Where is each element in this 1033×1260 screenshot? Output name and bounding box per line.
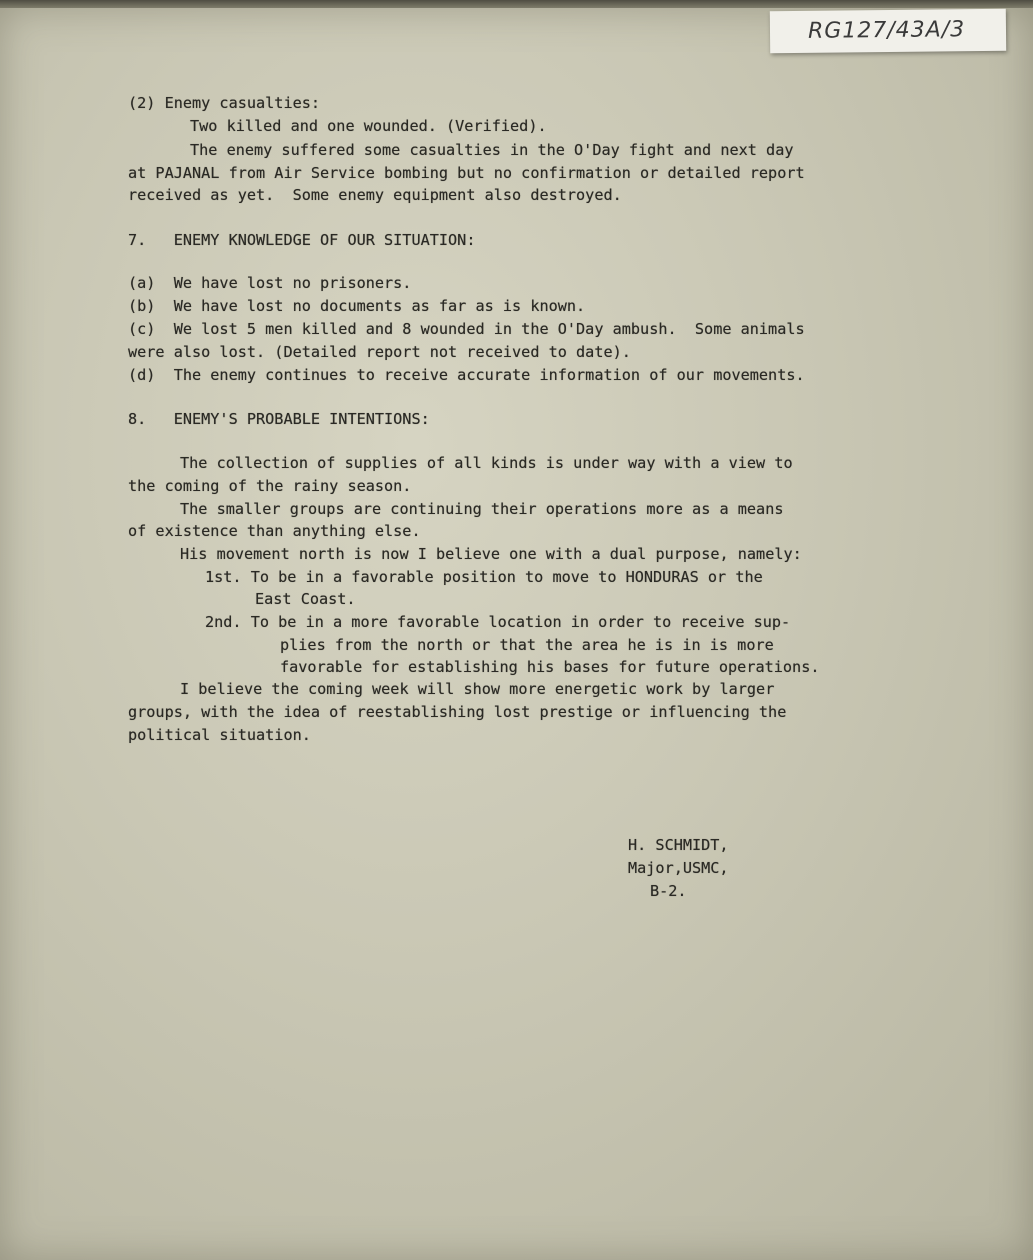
section-7-item-a: (a) We have lost no prisoners. — [128, 274, 412, 292]
section-8-p3-line-1: His movement north is now I believe one with a dual purpose, namely: — [180, 545, 802, 563]
casualties-heading: (2) Enemy casualties: — [128, 94, 321, 112]
signature-rank: Major,USMC, — [628, 859, 729, 877]
section-7-heading: 7. ENEMY KNOWLEDGE OF OUR SITUATION: — [128, 231, 476, 249]
section-8-second-line-1: 2nd. To be in a more favorable location in order to receive sup- — [205, 613, 791, 631]
archive-reference-label — [770, 9, 1006, 53]
section-7-item-c-line-2: were also lost. (Detailed report not received to date). — [128, 343, 631, 361]
section-8-first-line-1: 1st. To be in a favorable position to move to HONDURAS or the — [205, 568, 763, 586]
section-8-second-line-3: favorable for establishing his bases for future operations. — [280, 658, 820, 676]
section-8-p1-line-2: the coming of the rainy season. — [128, 477, 412, 495]
signature-name: H. SCHMIDT, — [628, 836, 729, 854]
section-8-p4-line-3: political situation. — [128, 726, 311, 744]
section-8-heading: 8. ENEMY'S PROBABLE INTENTIONS: — [128, 410, 430, 428]
casualties-paragraph-line-2: at PAJANAL from Air Service bombing but no confirmation or detailed report — [128, 164, 805, 182]
section-8-first-line-2: East Coast. — [255, 590, 356, 608]
section-8-p2-line-1: The smaller groups are continuing their operations more as a means — [180, 500, 784, 518]
section-8-p4-line-1: I believe the coming week will show more energetic work by larger — [180, 680, 775, 698]
section-7-item-d: (d) The enemy continues to receive accurate information of our movements. — [128, 366, 805, 384]
section-8-p2-line-2: of existence than anything else. — [128, 522, 421, 540]
section-7-item-c-line-1: (c) We lost 5 men killed and 8 wounded in the O'Day ambush. Some animals — [128, 320, 805, 338]
section-8-second-line-2: plies from the north or that the area he is in is more — [280, 636, 774, 654]
casualties-paragraph-line-1: The enemy suffered some casualties in the O'Day fight and next day — [190, 141, 794, 159]
signature-office: B-2. — [650, 882, 687, 900]
document-page — [0, 8, 1033, 1260]
archive-reference-text: RG127/43A/3 — [807, 17, 966, 44]
section-8-p1-line-1: The collection of supplies of all kinds is under way with a view to — [180, 454, 793, 472]
casualties-verified: Two killed and one wounded. (Verified). — [190, 117, 547, 135]
casualties-paragraph-line-3: received as yet. Some enemy equipment also destroyed. — [128, 186, 622, 204]
section-7-item-b: (b) We have lost no documents as far as is known. — [128, 297, 586, 315]
section-8-p4-line-2: groups, with the idea of reestablishing lost prestige or influencing the — [128, 703, 787, 721]
